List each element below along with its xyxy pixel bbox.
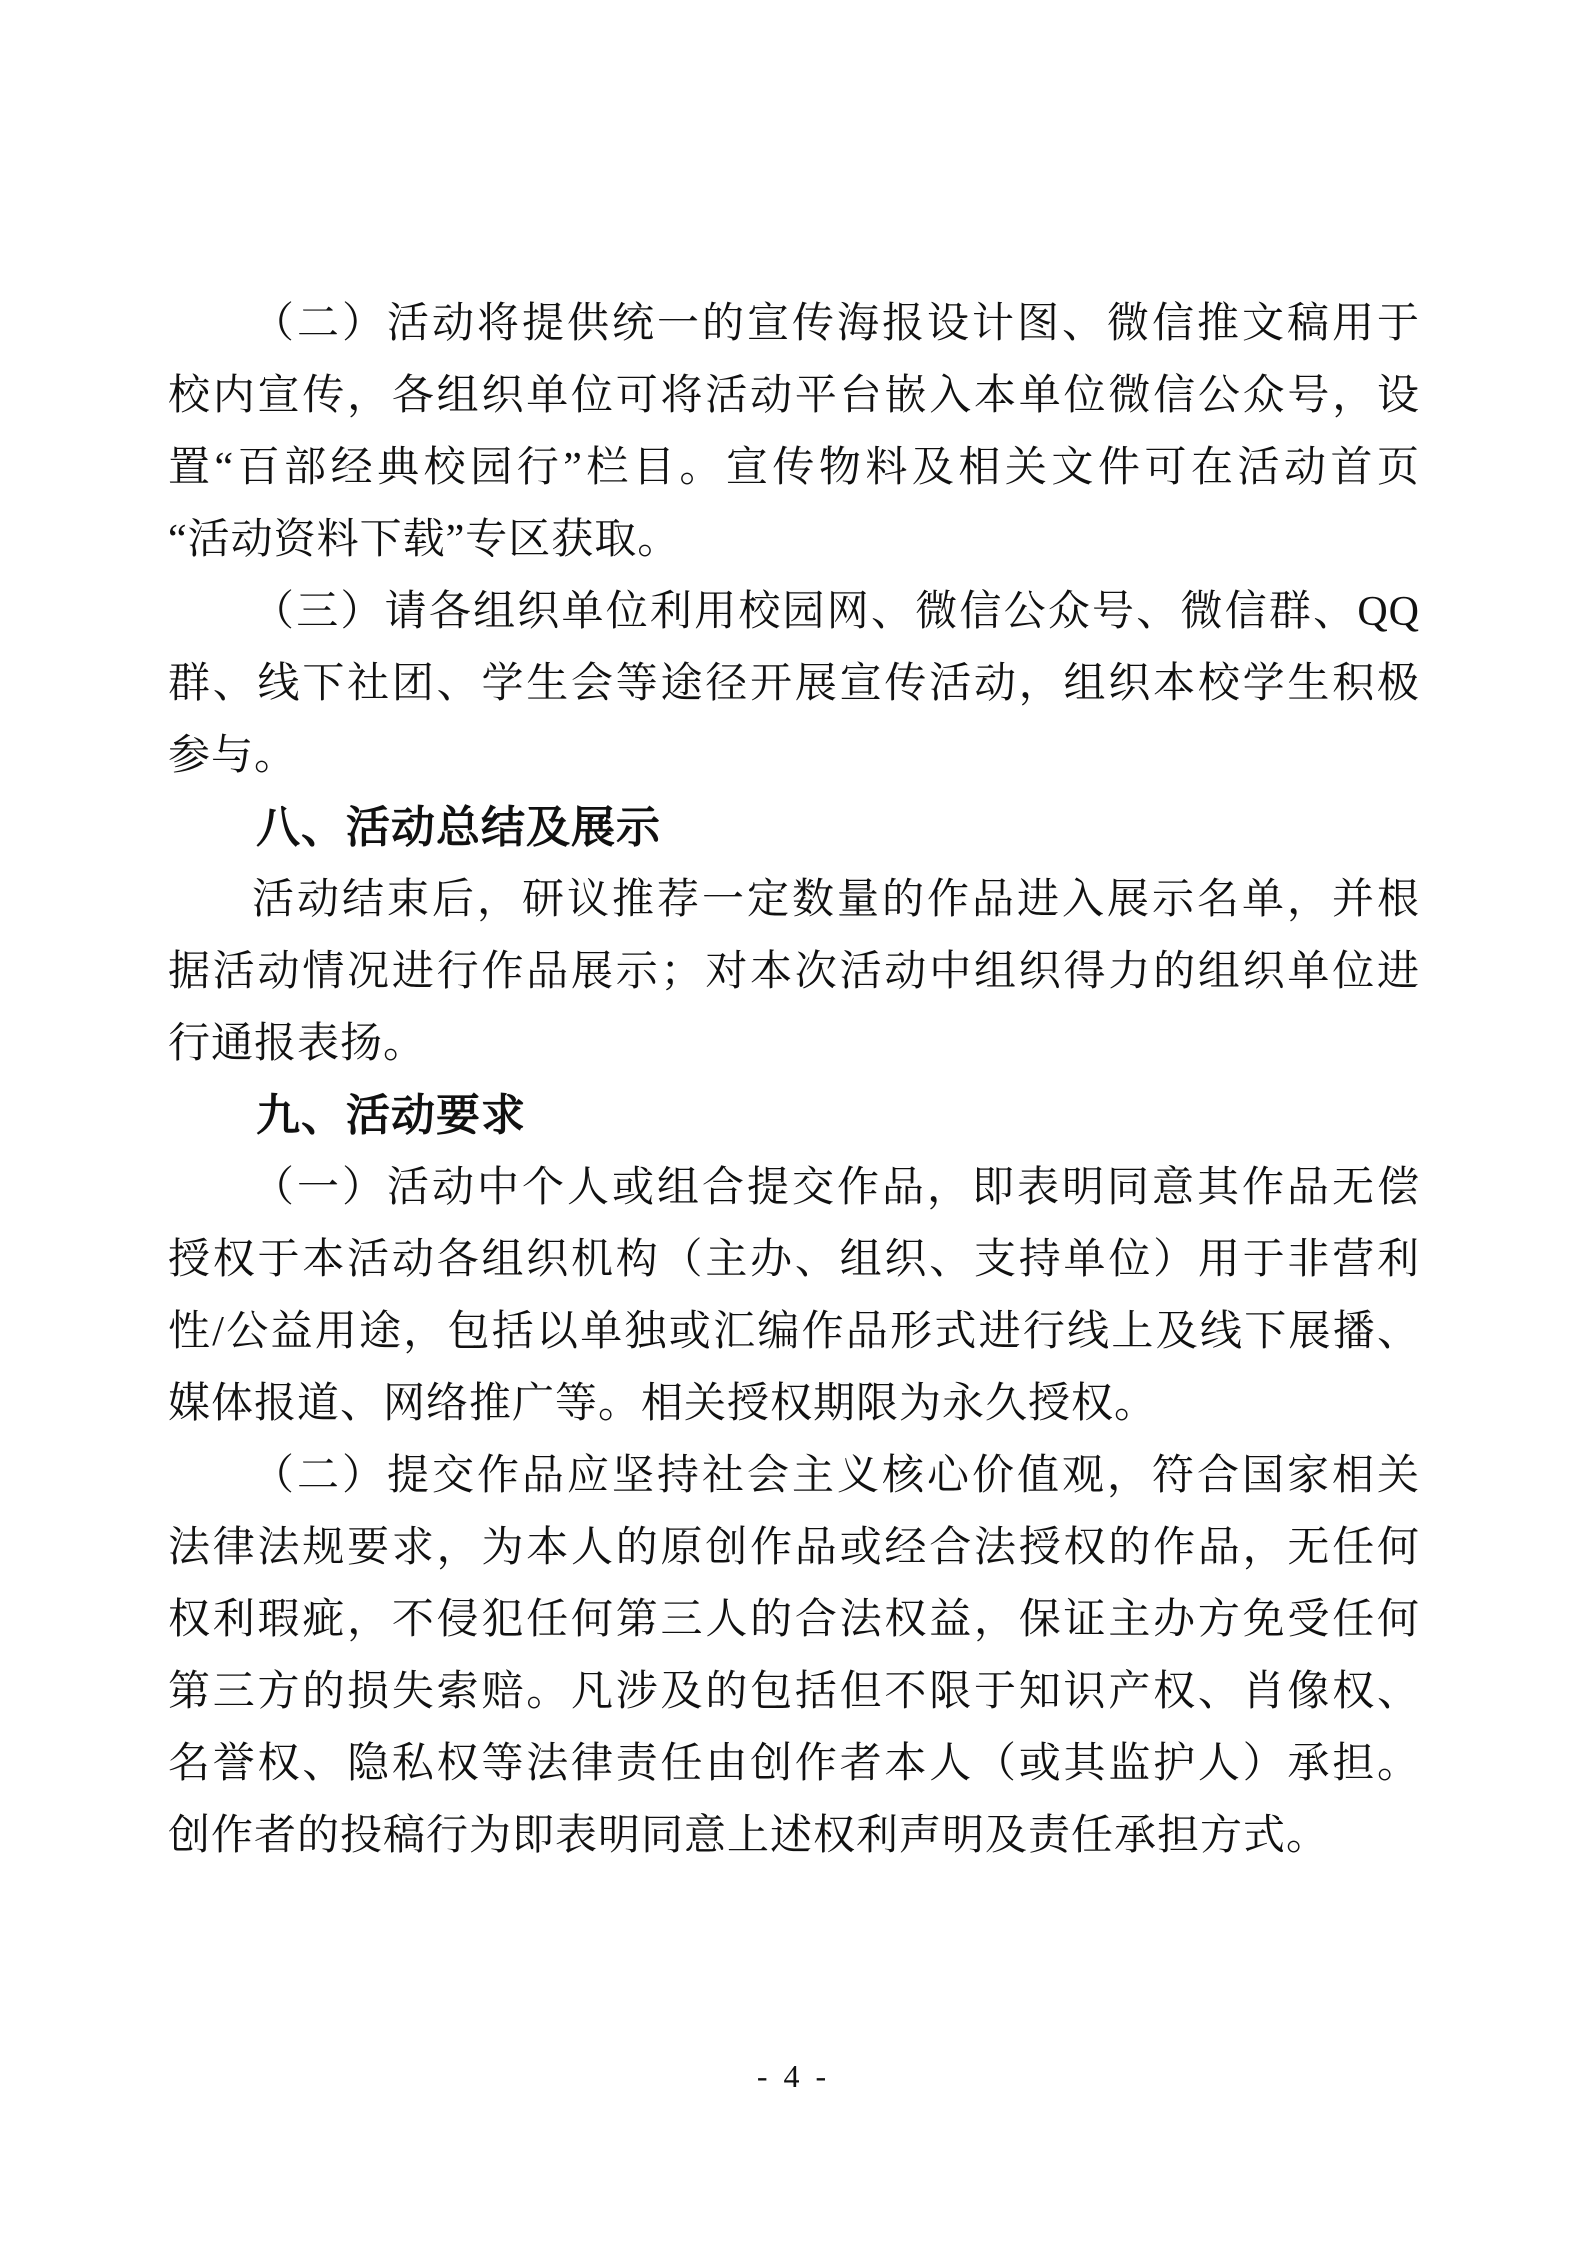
section-heading-9: 九、活动要求 xyxy=(256,1091,526,1140)
document-line: 授权于本活动各组织机构（主办、组织、支持单位）用于非营利 xyxy=(168,1237,1420,1283)
document-line: （一）活动中个人或组合提交作品，即表明同意其作品无偿 xyxy=(252,1165,1420,1211)
document-line: 行通报表扬。 xyxy=(168,1021,427,1067)
document-line: 权利瑕疵，不侵犯任何第三人的合法权益，保证主办方免受任何 xyxy=(168,1597,1420,1643)
document-body xyxy=(168,288,1420,1872)
page-number: - 4 - xyxy=(756,2058,831,2094)
document-line: 据活动情况进行作品展示；对本次活动中组织得力的组织单位进 xyxy=(168,949,1420,995)
document-line: （二）活动将提供统一的宣传海报设计图、微信推文稿用于 xyxy=(252,301,1420,347)
document-line: 置“百部经典校园行”栏目。宣传物料及相关文件可在活动首页 xyxy=(168,445,1420,491)
document-line: 名誉权、隐私权等法律责任由创作者本人（或其监护人）承担。 xyxy=(168,1741,1420,1787)
document-line: 校内宣传，各组织单位可将活动平台嵌入本单位微信公众号，设 xyxy=(168,373,1420,419)
document-line: 创作者的投稿行为即表明同意上述权利声明及责任承担方式。 xyxy=(168,1813,1330,1859)
document-line: （二）提交作品应坚持社会主义核心价值观，符合国家相关 xyxy=(252,1453,1420,1499)
document-line: 参与。 xyxy=(168,733,298,779)
document-line: 活动结束后，研议推荐一定数量的作品进入展示名单，并根 xyxy=(252,877,1420,923)
document-line: 性/公益用途，包括以单独或汇编作品形式进行线上及线下展播、 xyxy=(168,1309,1420,1355)
document-line: “活动资料下载”专区获取。 xyxy=(168,517,681,563)
document-line: 第三方的损失索赔。凡涉及的包括但不限于知识产权、肖像权、 xyxy=(168,1669,1420,1715)
section-heading-8: 八、活动总结及展示 xyxy=(256,803,661,852)
document-line: 法律法规要求，为本人的原创作品或经合法授权的作品，无任何 xyxy=(168,1525,1420,1571)
document-line: 群、线下社团、学生会等途径开展宣传活动，组织本校学生积极 xyxy=(168,661,1420,707)
document-line: 媒体报道、网络推广等。相关授权期限为永久授权。 xyxy=(168,1381,1158,1427)
document-line: （三）请各组织单位利用校园网、微信公众号、微信群、QQ xyxy=(252,589,1420,635)
